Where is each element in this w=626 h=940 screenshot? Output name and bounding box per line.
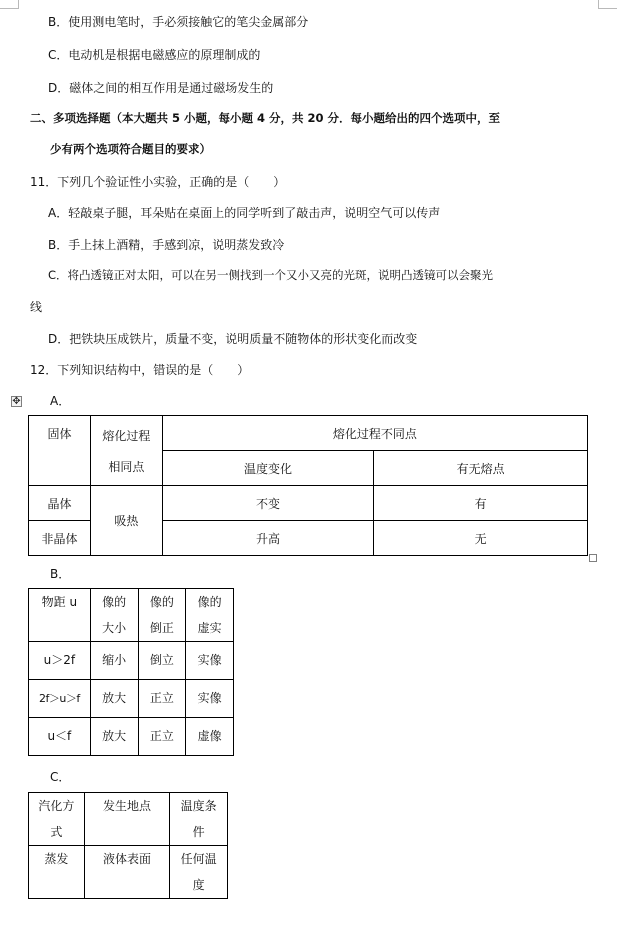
cell-amorphous-mp: 无 (374, 521, 588, 556)
q11-option-b: B．手上抹上酒精，手感到凉，说明蒸发致冷 (48, 238, 285, 252)
table-resize-handle[interactable] (589, 554, 597, 562)
q11-option-c-line1: C．将凸透镜正对太阳，可以在另一侧找到一个又小又亮的光斑，说明凸透镜可以会聚光 (48, 268, 494, 282)
q10-option-b: B．使用测电笔时，手必须接触它的笔尖金属部分 (48, 15, 309, 29)
q11-option-c-line2: 线 (30, 300, 43, 314)
table-cell: u＜f (29, 718, 91, 756)
section-title-line2: 少有两个选项符合题目的要求） (50, 142, 211, 156)
table-cell: 正立 (138, 718, 186, 756)
table-cell: u＞2f (29, 642, 91, 680)
cell-same-header (90, 416, 162, 486)
lens-table (28, 588, 234, 756)
melting-table (28, 415, 588, 556)
table-move-icon[interactable]: ✥ (12, 396, 21, 407)
cell-crystal-mp: 有 (374, 486, 588, 521)
cell-solid-header: 固体 (29, 416, 91, 486)
same-header-line1: 熔化过程 (102, 428, 151, 443)
table-cell: 虚像 (186, 718, 234, 756)
cell-amorphous-temp: 升高 (162, 521, 374, 556)
table-cell: 缩小 (90, 642, 138, 680)
table-cell: 实像 (186, 680, 234, 718)
page-corner-mark-left (0, 0, 19, 9)
table-cell: 放大 (90, 718, 138, 756)
same-header-line2: 相同点 (108, 459, 145, 474)
cell-temp-header: 温度变化 (162, 451, 374, 486)
vapor-header-method: 汽化方式 (29, 793, 85, 846)
lens-header-orientation: 像的倒正 (138, 589, 186, 642)
cell-absorb-heat: 吸热 (90, 486, 162, 556)
section-title-line1: 二、多项选择题（本大题共 5 小题，每小题 4 分，共 20 分．每小题给出的四个选项中，至 (30, 111, 501, 125)
table-cell: 实像 (186, 642, 234, 680)
q12-option-b-label: B． (50, 567, 71, 581)
cell-crystal-temp: 不变 (162, 486, 374, 521)
table-cell: 任何温度 (170, 846, 228, 899)
q11-option-d: D．把铁块压成铁片，质量不变，说明质量不随物体的形状变化而改变 (48, 332, 418, 346)
vapor-header-location: 发生地点 (84, 793, 169, 846)
q12-option-a-label: A． (50, 394, 71, 408)
q10-option-d: D．磁体之间的相互作用是通过磁场发生的 (48, 81, 274, 95)
vaporization-table (28, 792, 228, 899)
cell-crystal: 晶体 (29, 486, 91, 521)
table-cell: 倒立 (138, 642, 186, 680)
lens-header-distance: 物距 u (29, 589, 91, 642)
q12-option-c-label: C． (50, 770, 71, 784)
q10-option-c: C．电动机是根据电磁感应的原理制成的 (48, 48, 261, 62)
q11-option-a: A．轻敲桌子腿，耳朵贴在桌面上的同学听到了敲击声，说明空气可以传声 (48, 206, 441, 220)
table-cell: 2f＞u＞f (29, 680, 91, 718)
table-cell: 液体表面 (84, 846, 169, 899)
page-corner-mark-right (598, 0, 617, 9)
lens-header-size: 像的大小 (90, 589, 138, 642)
q11-stem: 11．下列几个验证性小实验，正确的是（ ） (30, 175, 286, 189)
q12-stem: 12．下列知识结构中，错误的是（ ） (30, 363, 250, 377)
table-cell: 正立 (138, 680, 186, 718)
cell-amorphous: 非晶体 (29, 521, 91, 556)
vapor-header-temperature: 温度条件 (170, 793, 228, 846)
cell-mp-header: 有无熔点 (374, 451, 588, 486)
cell-diff-header: 熔化过程不同点 (162, 416, 587, 451)
lens-header-real-virtual: 像的虚实 (186, 589, 234, 642)
table-cell: 蒸发 (29, 846, 85, 899)
table-cell: 放大 (90, 680, 138, 718)
